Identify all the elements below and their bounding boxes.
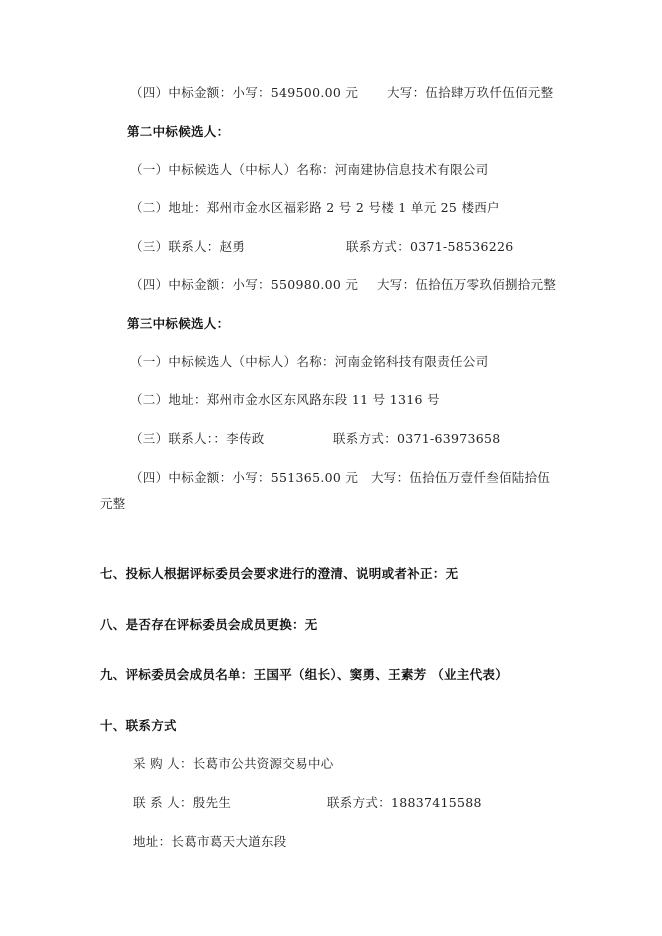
candidate3-amount-upper-cont: 元整	[100, 496, 126, 511]
candidate2-amount: （四）中标金额：小写：550980.00 元	[130, 277, 359, 292]
contact-phone: 联系方式：18837415588	[327, 795, 482, 810]
candidate3-name: （一）中标候选人（中标人）名称：河南金铭科技有限责任公司	[130, 354, 489, 369]
candidate2-address: （二）地址：郑州市金水区福彩路 2 号 2 号楼 1 单元 25 楼西户	[130, 200, 500, 215]
candidate3-phone: 联系方式：0371-63973658	[333, 431, 501, 446]
section-9: 九、评标委员会成员名单：王国平（组长）、窦勇、王素芳 （业主代表）	[100, 667, 509, 682]
contact-person: 联 系 人：殷先生	[133, 795, 232, 810]
candidate3-amount: （四）中标金额：小写：551365.00 元	[130, 470, 359, 485]
contact-buyer: 采 购 人：长葛市公共资源交易中心	[133, 756, 334, 771]
section-7: 七、投标人根据评标委员会要求进行的澄清、说明或者补正：无	[100, 566, 459, 581]
contact-address: 地址：长葛市葛天大道东段	[133, 834, 287, 849]
candidate3-amount-upper: 大写：伍拾伍万壹仟叁佰陆拾伍	[371, 470, 551, 485]
section-8: 八、是否存在评标委员会成员更换：无	[100, 617, 318, 632]
candidate2-amount-upper: 大写：伍拾伍万零玖佰捌拾元整	[377, 277, 557, 292]
candidate1-amount-upper: 大写：伍拾肆万玖仟伍佰元整	[387, 85, 554, 100]
candidate2-phone: 联系方式：0371-58536226	[346, 239, 514, 254]
candidate3-heading: 第三中标候选人：	[127, 316, 230, 331]
candidate3-address: （二）地址：郑州市金水区东风路东段 11 号 1316 号	[130, 392, 440, 407]
candidate1-amount: （四）中标金额：小写：549500.00 元	[130, 85, 359, 100]
candidate2-name: （一）中标候选人（中标人）名称：河南建协信息技术有限公司	[130, 162, 489, 177]
candidate3-contact: （三）联系人：：李传政	[130, 431, 265, 446]
candidate2-heading: 第二中标候选人：	[127, 124, 230, 139]
candidate2-contact: （三）联系人：赵勇	[130, 239, 246, 254]
section-10: 十、联系方式	[100, 718, 177, 733]
